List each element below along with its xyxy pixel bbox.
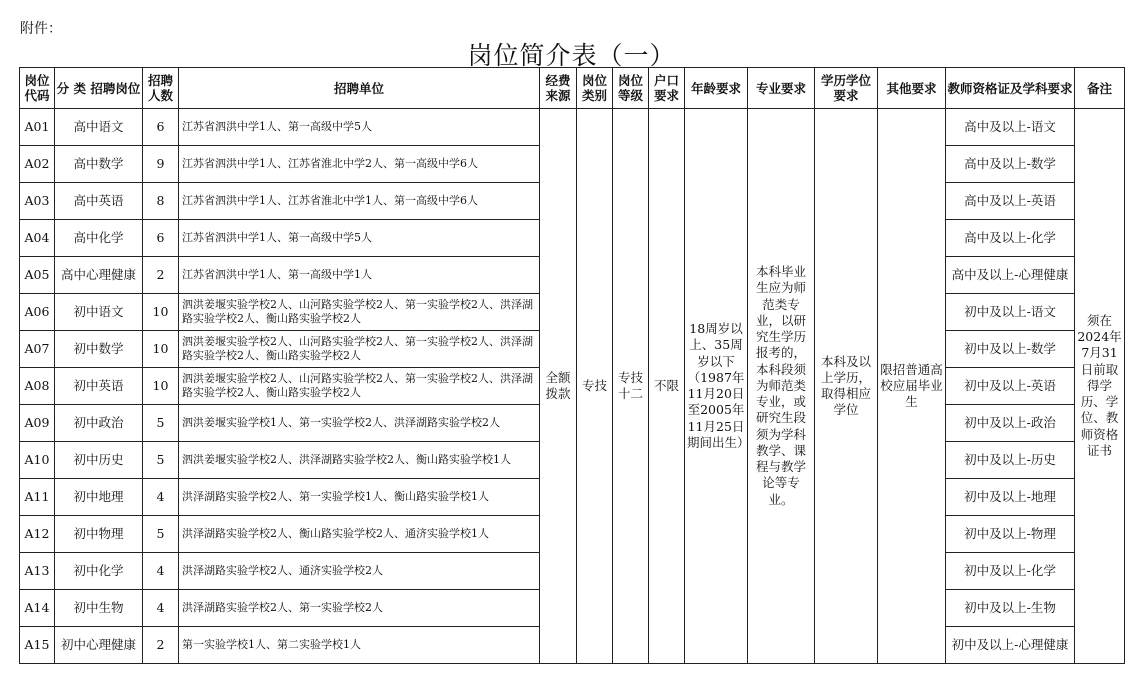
header-other: 其他要求 — [878, 68, 946, 109]
cell-certificate: 初中及以上-语文 — [946, 294, 1075, 331]
cell-count: 4 — [143, 553, 179, 590]
cell-position: 初中历史 — [55, 442, 143, 479]
page-title: 岗位简介表（一） — [467, 41, 676, 70]
cell-units: 江苏省泗洪中学1人、江苏省淮北中学2人、第一高级中学6人 — [179, 146, 540, 183]
cell-certificate: 高中及以上-数学 — [946, 146, 1075, 183]
cell-code: A12 — [20, 516, 55, 553]
cell-major: 本科毕业生应为师范类专业，以研究生学历报考的，本科段须为师范类专业，或研究生段须为学科教学、课程与教学论等专业。 — [748, 109, 815, 664]
cell-position: 高中化学 — [55, 220, 143, 257]
cell-units: 泗洪姜堰实验学校2人、洪泽湖路实验学校2人、衡山路实验学校1人 — [179, 442, 540, 479]
header-count: 招聘人数 — [143, 68, 179, 109]
cell-certificate: 初中及以上-化学 — [946, 553, 1075, 590]
cell-code: A13 — [20, 553, 55, 590]
cell-code: A02 — [20, 146, 55, 183]
header-hukou: 户口要求 — [649, 68, 685, 109]
attachment-label: 附件： — [20, 21, 62, 37]
header-major: 专业要求 — [748, 68, 815, 109]
cell-units: 泗洪姜堰实验学校2人、山河路实验学校2人、第一实验学校2人、洪泽湖路实验学校2人、衡山路实验学校2人 — [179, 331, 540, 368]
cell-remarks: 须在2024年7月31日前取得学历、学位、教师资格证书 — [1075, 109, 1125, 664]
cell-code: A09 — [20, 405, 55, 442]
header-units: 招聘单位 — [179, 68, 540, 109]
header-education: 学历学位要求 — [815, 68, 878, 109]
cell-grade: 专技十二 — [613, 109, 649, 664]
header-age: 年龄要求 — [685, 68, 748, 109]
cell-code: A01 — [20, 109, 55, 146]
cell-count: 6 — [143, 109, 179, 146]
header-certificate: 教师资格证及学科要求 — [946, 68, 1075, 109]
cell-count: 10 — [143, 294, 179, 331]
cell-count: 5 — [143, 442, 179, 479]
cell-position: 高中英语 — [55, 183, 143, 220]
cell-certificate: 初中及以上-心理健康 — [946, 627, 1075, 664]
cell-certificate: 高中及以上-心理健康 — [946, 257, 1075, 294]
cell-units: 江苏省泗洪中学1人、第一高级中学1人 — [179, 257, 540, 294]
cell-units: 洪泽湖路实验学校2人、第一实验学校2人 — [179, 590, 540, 627]
cell-position: 初中物理 — [55, 516, 143, 553]
cell-count: 6 — [143, 220, 179, 257]
cell-units: 洪泽湖路实验学校2人、第一实验学校1人、衡山路实验学校1人 — [179, 479, 540, 516]
cell-other: 限招普通高校应届毕业生 — [878, 109, 946, 664]
cell-certificate: 高中及以上-化学 — [946, 220, 1075, 257]
cell-code: A07 — [20, 331, 55, 368]
cell-hukou: 不限 — [649, 109, 685, 664]
table-row — [20, 109, 1125, 146]
cell-count: 2 — [143, 627, 179, 664]
cell-education: 本科及以上学历，取得相应学位 — [815, 109, 878, 664]
cell-position: 初中化学 — [55, 553, 143, 590]
cell-count: 10 — [143, 368, 179, 405]
cell-certificate: 初中及以上-生物 — [946, 590, 1075, 627]
cell-units: 泗洪姜堰实验学校2人、山河路实验学校2人、第一实验学校2人、洪泽湖路实验学校2人、衡山路实验学校2人 — [179, 368, 540, 405]
cell-position: 初中地理 — [55, 479, 143, 516]
cell-certificate: 高中及以上-英语 — [946, 183, 1075, 220]
cell-certificate: 初中及以上-政治 — [946, 405, 1075, 442]
cell-type: 专技 — [577, 109, 613, 664]
cell-funding: 全额拨款 — [540, 109, 577, 664]
cell-position: 初中英语 — [55, 368, 143, 405]
header-code: 岗位代码 — [20, 68, 55, 109]
header-grade: 岗位等级 — [613, 68, 649, 109]
cell-units: 江苏省泗洪中学1人、江苏省淮北中学1人、第一高级中学6人 — [179, 183, 540, 220]
cell-position: 高中数学 — [55, 146, 143, 183]
cell-count: 5 — [143, 405, 179, 442]
cell-code: A08 — [20, 368, 55, 405]
cell-count: 5 — [143, 516, 179, 553]
cell-units: 泗洪姜堰实验学校1人、第一实验学校2人、洪泽湖路实验学校2人 — [179, 405, 540, 442]
header-position: 分 类 招聘岗位 — [55, 68, 143, 109]
cell-units: 洪泽湖路实验学校2人、通济实验学校2人 — [179, 553, 540, 590]
cell-certificate: 初中及以上-物理 — [946, 516, 1075, 553]
cell-code: A06 — [20, 294, 55, 331]
header-remarks: 备注 — [1075, 68, 1125, 109]
cell-position: 高中心理健康 — [55, 257, 143, 294]
cell-code: A15 — [20, 627, 55, 664]
header-type: 岗位类别 — [577, 68, 613, 109]
cell-position: 初中心理健康 — [55, 627, 143, 664]
positions-table — [19, 67, 1125, 664]
cell-certificate: 初中及以上-英语 — [946, 368, 1075, 405]
cell-count: 4 — [143, 479, 179, 516]
cell-units: 洪泽湖路实验学校2人、衡山路实验学校2人、通济实验学校1人 — [179, 516, 540, 553]
cell-count: 10 — [143, 331, 179, 368]
cell-position: 高中语文 — [55, 109, 143, 146]
header-row — [20, 68, 1125, 109]
cell-count: 4 — [143, 590, 179, 627]
cell-certificate: 初中及以上-历史 — [946, 442, 1075, 479]
cell-code: A11 — [20, 479, 55, 516]
cell-code: A04 — [20, 220, 55, 257]
cell-code: A03 — [20, 183, 55, 220]
cell-code: A10 — [20, 442, 55, 479]
cell-certificate: 初中及以上-地理 — [946, 479, 1075, 516]
cell-units: 江苏省泗洪中学1人、第一高级中学5人 — [179, 109, 540, 146]
cell-units: 第一实验学校1人、第二实验学校1人 — [179, 627, 540, 664]
cell-position: 初中语文 — [55, 294, 143, 331]
cell-certificate: 初中及以上-数学 — [946, 331, 1075, 368]
cell-code: A14 — [20, 590, 55, 627]
cell-position: 初中数学 — [55, 331, 143, 368]
cell-certificate: 高中及以上-语文 — [946, 109, 1075, 146]
header-funding: 经费来源 — [540, 68, 577, 109]
cell-position: 初中政治 — [55, 405, 143, 442]
cell-units: 江苏省泗洪中学1人、第一高级中学5人 — [179, 220, 540, 257]
cell-code: A05 — [20, 257, 55, 294]
cell-age: 18周岁以上、35周岁以下（1987年11月20日至2005年11月25日期间出生） — [685, 109, 748, 664]
cell-count: 9 — [143, 146, 179, 183]
cell-count: 2 — [143, 257, 179, 294]
cell-count: 8 — [143, 183, 179, 220]
cell-units: 泗洪姜堰实验学校2人、山河路实验学校2人、第一实验学校2人、洪泽湖路实验学校2人、衡山路实验学校2人 — [179, 294, 540, 331]
cell-position: 初中生物 — [55, 590, 143, 627]
